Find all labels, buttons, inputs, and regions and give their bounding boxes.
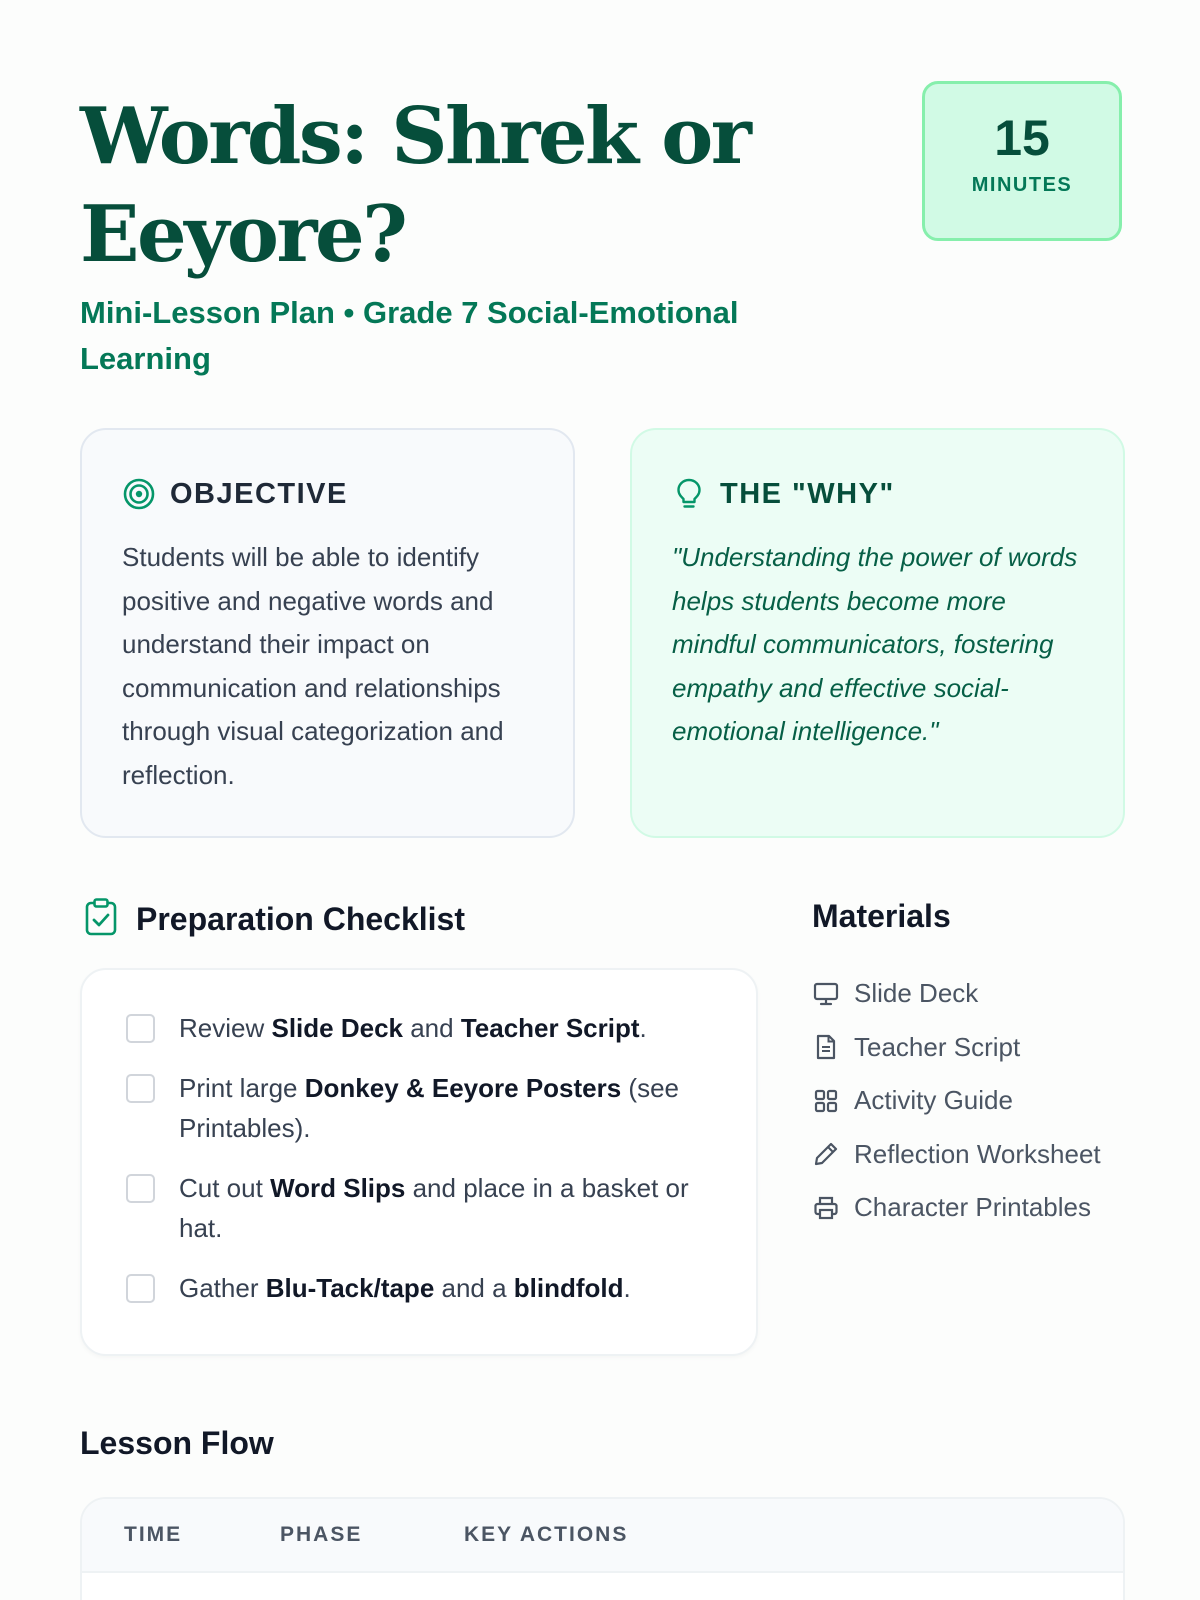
- lesson-header: [80, 88, 840, 382]
- pencil-icon: [812, 1140, 840, 1168]
- checklist-item: [126, 1268, 716, 1308]
- checkbox[interactable]: [126, 1174, 155, 1203]
- grid-icon: [812, 1087, 840, 1115]
- objective-header: [122, 474, 533, 514]
- table-header: [82, 1499, 1123, 1573]
- column-header-time: TIME: [124, 1523, 183, 1546]
- checklist-item: [126, 1068, 716, 1148]
- checklist-item: [126, 1008, 716, 1048]
- lesson-flow-table: [80, 1497, 1125, 1600]
- duration-unit: MINUTES: [971, 174, 1073, 196]
- lightbulb-icon: [672, 477, 706, 511]
- objective-card: [80, 428, 575, 838]
- material-label: Character Printables: [854, 1192, 1091, 1223]
- material-item[interactable]: [812, 1128, 1132, 1182]
- target-icon: [122, 477, 156, 511]
- material-label: Slide Deck: [854, 978, 979, 1009]
- objective-title: OBJECTIVE: [170, 477, 348, 510]
- material-item[interactable]: [812, 967, 1132, 1021]
- preparation-title: Preparation Checklist: [136, 901, 465, 937]
- checkbox[interactable]: [126, 1274, 155, 1303]
- why-card: [630, 428, 1125, 838]
- printer-icon: [812, 1194, 840, 1222]
- page-title: Words: Shrek or Eeyore?: [80, 91, 750, 280]
- why-quote: "Understanding the power of words helps students become more mindful communicators, fostering empathy and effective social-emotional intelligence.": [672, 542, 1078, 746]
- material-item[interactable]: [812, 1021, 1132, 1075]
- page-subtitle: Mini-Lesson Plan • Grade 7 Social-Emotional Learning: [80, 295, 739, 376]
- column-header-key-actions: KEY ACTIONS: [464, 1523, 629, 1546]
- material-label: Reflection Worksheet: [854, 1138, 1101, 1169]
- checklist-item: [126, 1168, 716, 1248]
- duration-badge: [922, 81, 1122, 241]
- material-item[interactable]: [812, 1181, 1132, 1235]
- why-title: THE "WHY": [720, 477, 895, 510]
- checklist-item-text: Cut out Word Slips and place in a basket or hat.: [179, 1173, 689, 1243]
- why-header: [672, 474, 1083, 514]
- lesson-flow-title: Lesson Flow: [80, 1425, 274, 1461]
- material-item[interactable]: [812, 1074, 1132, 1128]
- monitor-icon: [812, 980, 840, 1008]
- clipboard-check-icon: [84, 898, 118, 941]
- duration-value: 15: [994, 110, 1050, 166]
- preparation-header: [84, 898, 465, 941]
- material-label: Teacher Script: [854, 1031, 1021, 1062]
- checklist-item-text: Print large Donkey & Eeyore Posters (see Printables).: [179, 1073, 680, 1143]
- materials-section: [812, 898, 1132, 1235]
- checkbox[interactable]: [126, 1074, 155, 1103]
- material-label: Activity Guide: [854, 1085, 1013, 1116]
- column-header-phase: PHASE: [280, 1523, 363, 1546]
- preparation-checklist: [80, 968, 758, 1356]
- materials-title: Materials: [812, 898, 951, 934]
- checklist-item-text: Gather Blu-Tack/tape and a blindfold.: [179, 1273, 631, 1303]
- document-icon: [812, 1033, 840, 1061]
- objective-text: Students will be able to identify positive and negative words and understand their impact on communication and relationships through visual categorization and reflection.: [122, 542, 504, 790]
- checklist-item-text: Review Slide Deck and Teacher Script.: [179, 1013, 647, 1043]
- checkbox[interactable]: [126, 1014, 155, 1043]
- materials-list: [812, 967, 1132, 1235]
